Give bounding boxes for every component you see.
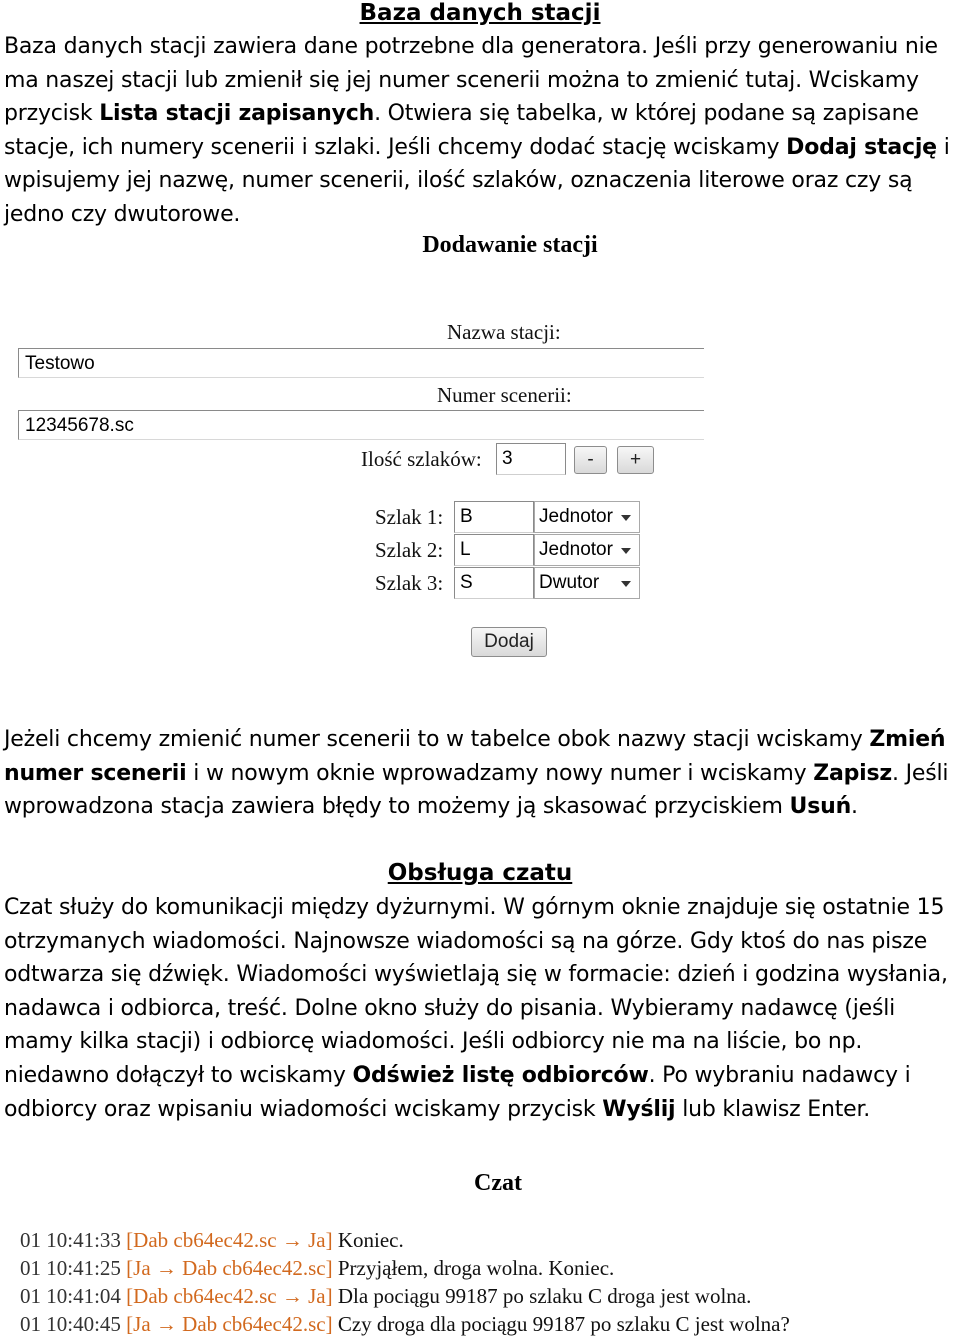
text-run: . Jeśli wprowadzona stacja zawiera błędy to możemy ją skasować przyciskiem: [4, 760, 949, 820]
track-2-letter-input[interactable]: L: [454, 534, 534, 566]
add-station-title: Dodawanie stacji: [422, 232, 598, 258]
text-run: lub klawisz Enter.: [675, 1096, 871, 1122]
text-run: Czat służy do komunikacji między dyżurnymi. W górnym oknie znajduje się ostatnie 15 otrzymanych wiadomości. Najnowsze wiadomości są na górze. Gdy ktoś do nas pisze odtwarza się dźwięk. Wiadomości wyświetlają się w formacie: dzień i godzina wysłania, nadawca i odbiorca, treść. Dolne okno służy do pisania. Wybieramy nadawcę (jeśli mamy kilka stacji) i odbiorcę wiadomości. Jeśli odbiorcy nie ma na liście, bo np. niedawno dołączył to wciskamy: [4, 895, 948, 1088]
track-1-label: Szlak 1:: [375, 505, 444, 529]
text-run: .: [851, 794, 858, 820]
track-3-type-value: Dwutor: [539, 572, 600, 593]
track-3-letter-input[interactable]: S: [454, 567, 534, 599]
station-name-input[interactable]: Testowo: [18, 348, 704, 378]
chat-message: [20, 1228, 404, 1256]
track-1-type-value: Jednotor: [539, 506, 613, 527]
chat-paragraph: [4, 891, 960, 1126]
scenery-number-input[interactable]: 12345678.sc: [18, 410, 704, 440]
track-3-type-select[interactable]: [534, 567, 640, 599]
chevron-down-icon: [621, 515, 631, 521]
track-2-label: Szlak 2:: [375, 538, 444, 562]
message-text: Przyjąłem, droga wolna. Koniec.: [337, 1256, 615, 1280]
message-time: 01 10:41:33: [20, 1228, 121, 1252]
text-run: . Otwiera się tabelka, w której podane są zapisane stacje, ich numery scenerii i szlaki. Jeśli chcemy dodać stację wciskamy: [4, 101, 919, 160]
section-title-station-db: Baza danych stacji: [359, 0, 601, 26]
track-3-label: Szlak 3:: [375, 571, 444, 595]
text-run: i wpisujemy jej nazwę, numer scenerii, ilość szlaków, oznaczenia literowe oraz czy są jedno czy dwutorowe.: [4, 134, 950, 227]
increase-tracks-button[interactable]: +: [617, 446, 654, 474]
bold-term: Zmień numer scenerii: [4, 727, 946, 786]
message-text: Koniec.: [337, 1228, 404, 1252]
station-name-label: Nazwa stacji:: [447, 320, 561, 344]
bold-term: Odśwież listę odbiorców: [352, 1062, 649, 1088]
chat-message: [20, 1284, 751, 1312]
add-button[interactable]: Dodaj: [471, 627, 547, 657]
tracks-count-input[interactable]: 3: [496, 443, 566, 475]
chat-message: [20, 1256, 614, 1284]
text-run: Baza danych stacji zawiera dane potrzebne dla generatora. Jeśli przy generowaniu nie ma naszej stacji lub zmienił się jej numer scenerii można to zmienić tutaj. Wciskamy przycisk: [4, 34, 938, 127]
chat-title: Czat: [474, 1170, 522, 1196]
message-route: [Dab cb64ec42.sc → Ja]: [126, 1284, 333, 1308]
text-run: . Po wybraniu nadawcy i odbiorcy oraz wpisaniu wiadomości wciskamy przycisk: [4, 1062, 911, 1122]
text-run: i w nowym oknie wprowadzamy nowy numer i wciskamy: [186, 760, 814, 786]
chevron-down-icon: [621, 581, 631, 587]
track-1-type-select[interactable]: [534, 501, 640, 533]
track-1-letter-input[interactable]: B: [454, 501, 534, 533]
bold-term: Zapisz: [813, 760, 892, 786]
scenery-number-label: Numer scenerii:: [437, 383, 572, 407]
chevron-down-icon: [621, 548, 631, 554]
chat-message: [20, 1312, 790, 1340]
change-scenery-paragraph: [4, 723, 960, 824]
track-2-type-select[interactable]: [534, 534, 640, 566]
bold-term: Lista stacji zapisanych: [99, 101, 375, 127]
track-2-type-value: Jednotor: [539, 539, 613, 560]
decrease-tracks-button[interactable]: -: [574, 446, 607, 474]
message-time: 01 10:40:45: [20, 1312, 121, 1336]
bold-term: Wyślij: [602, 1096, 676, 1122]
message-route: [Ja → Dab cb64ec42.sc]: [126, 1256, 333, 1280]
message-route: [Dab cb64ec42.sc → Ja]: [126, 1228, 333, 1252]
message-time: 01 10:41:25: [20, 1256, 121, 1280]
message-text: Czy droga dla pociągu 99187 po szlaku C jest wolna?: [337, 1312, 790, 1336]
message-time: 01 10:41:04: [20, 1284, 121, 1308]
bold-term: Dodaj stację: [786, 134, 937, 160]
bold-term: Usuń: [789, 794, 852, 820]
section-title-chat: Obsługa czatu: [387, 860, 573, 886]
message-route: [Ja → Dab cb64ec42.sc]: [126, 1312, 333, 1336]
text-run: Jeżeli chcemy zmienić numer scenerii to w tabelce obok nazwy stacji wciskamy: [4, 727, 870, 752]
station-db-paragraph: [4, 30, 960, 232]
tracks-count-label: Ilość szlaków:: [361, 447, 482, 471]
message-text: Dla pociągu 99187 po szlaku C droga jest wolna.: [337, 1284, 752, 1308]
